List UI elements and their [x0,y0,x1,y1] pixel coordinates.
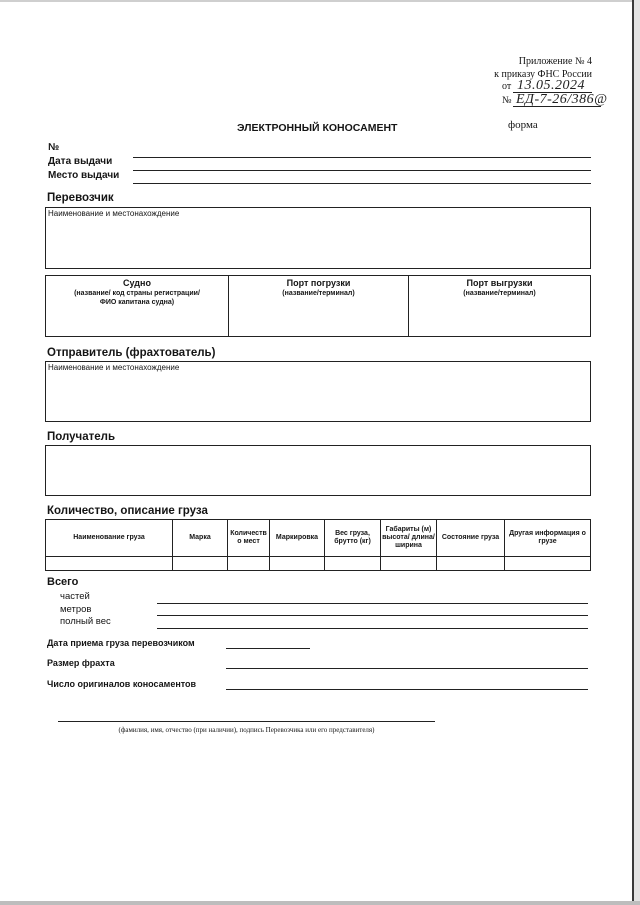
loading-port-subtitle: (название/терминал) [282,290,355,297]
issue-place-line [133,183,591,184]
carrier-heading: Перевозчик [47,192,114,204]
vessel-ports-box [45,275,591,337]
col-marking: Маркировка [270,520,325,557]
vessel-cell [46,276,228,336]
totals-parts-label: частей [60,591,90,602]
acceptance-date-line [226,648,310,649]
issue-date-line [133,170,591,171]
cell-marking [270,557,325,571]
cell-dimensions [381,557,437,571]
acceptance-date-label: Дата приема груза перевозчиком [47,638,195,648]
col-package-count: Количество мест [228,520,270,557]
signature-caption: (фамилия, имя, отчество (при наличии), подпись Перевозчика или его представителя) [118,726,375,734]
originals-count-line [226,689,588,690]
scan-edge-right-strip [634,0,640,905]
consignee-heading: Получатель [47,431,116,443]
form-label: форма [508,119,538,131]
originals-count-label: Число оригиналов коносаментов [47,679,197,689]
cell-cargo-condition [437,557,505,571]
totals-meters-line [157,615,588,616]
document-title: ЭЛЕКТРОННЫЙ КОНОСАМЕНТ [237,122,398,134]
issue-place-label: Место выдачи [48,170,120,181]
cell-brand [173,557,228,571]
shipper-box [45,361,591,422]
cell-gross-weight [325,557,381,571]
shipper-box-label: Наименование и местонахождение [48,363,180,372]
signature-line [58,721,435,722]
totals-weight-line [157,628,588,629]
annex-date-prefix: от [502,81,512,92]
scan-edge-top [0,0,640,2]
vessel-title: Судно [123,278,151,288]
cargo-table [45,519,591,571]
carrier-box-label: Наименование и местонахождение [48,209,180,218]
cargo-heading: Количество, описание груза [47,505,208,517]
cargo-header-row [46,520,591,557]
annex-line-2: к приказу ФНС России [494,69,592,80]
table-row [46,557,591,571]
totals-parts-line [157,603,588,604]
totals-meters-label: метров [60,604,92,615]
vessel-subtitle-2: ФИО капитана судна) [99,299,175,306]
freight-amount-line [226,668,588,669]
vessel-subtitle-1: (название/ код страны регистрации/ [74,290,200,297]
cell-other-info [505,557,591,571]
number-label: № [48,142,60,153]
totals-heading: Всего [47,576,79,588]
col-dimensions: Габариты (м) высота/ длина/ширина [381,520,437,557]
annex-date-handwritten: 13.05.2024 [517,78,585,93]
number-line [133,157,591,158]
loading-port-title: Порт погрузки [286,278,351,288]
annex-line-1: Приложение № 4 [518,56,592,67]
col-gross-weight: Вес груза, брутто (кг) [325,520,381,557]
annex-number-prefix: № [502,95,512,106]
cell-package-count [228,557,270,571]
annex-number-underline [513,106,601,107]
discharge-port-subtitle: (название/терминал) [463,290,536,297]
carrier-box [45,207,591,269]
issue-date-label: Дата выдачи [48,156,113,167]
col-brand: Марка [173,520,228,557]
consignee-box [45,445,591,496]
shipper-heading: Отправитель (фрахтователь) [47,347,216,359]
annex-number-handwritten: ЕД-7-26/386@ [516,92,608,107]
col-cargo-condition: Состояние груза [437,520,505,557]
discharge-port-cell [408,276,590,336]
totals-weight-label: полный вес [60,616,111,627]
freight-amount-label: Размер фрахта [47,658,115,668]
col-cargo-name: Наименование груза [46,520,173,557]
cell-cargo-name [46,557,173,571]
discharge-port-title: Порт выгрузки [466,278,533,288]
scan-edge-bottom [0,901,640,905]
col-other-info: Другая информация о грузе [505,520,591,557]
loading-port-cell [228,276,408,336]
